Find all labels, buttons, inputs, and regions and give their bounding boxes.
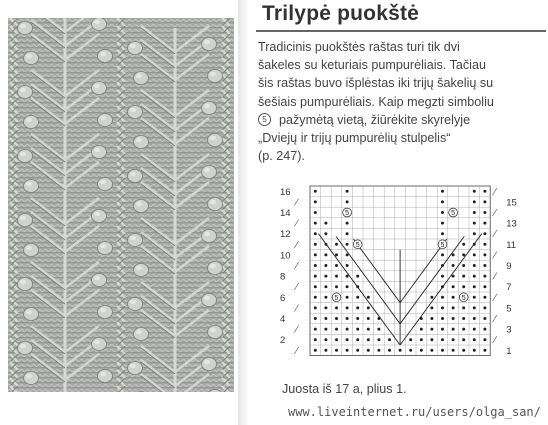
purl-stitch bbox=[409, 349, 412, 352]
purl-stitch bbox=[473, 222, 476, 225]
purl-stitch bbox=[441, 296, 444, 299]
purl-stitch bbox=[462, 264, 465, 267]
chart-grid bbox=[272, 182, 534, 372]
direction-arrow-icon: ⁄ bbox=[494, 250, 496, 262]
purl-stitch bbox=[483, 222, 486, 225]
purl-stitch bbox=[462, 338, 465, 341]
purl-stitch bbox=[314, 222, 317, 225]
bobble-symbol-label: 5 bbox=[461, 294, 466, 302]
direction-arrow-icon: ⁄ bbox=[296, 303, 298, 315]
row-number-left: 14 bbox=[280, 208, 291, 219]
purl-stitch bbox=[335, 317, 338, 320]
purl-stitch bbox=[452, 306, 455, 309]
purl-stitch bbox=[452, 328, 455, 331]
direction-arrow-icon: ⁄ bbox=[494, 292, 496, 304]
purl-stitch bbox=[367, 306, 370, 309]
page-title: Trilypė puokštė bbox=[262, 2, 420, 25]
purl-stitch bbox=[473, 253, 476, 256]
purl-stitch bbox=[452, 338, 455, 341]
purl-stitch bbox=[324, 275, 327, 278]
purl-stitch bbox=[452, 275, 455, 278]
purl-stitch bbox=[314, 243, 317, 246]
direction-arrow-icon: ⁄ bbox=[296, 345, 298, 357]
purl-stitch bbox=[430, 317, 433, 320]
purl-stitch bbox=[324, 317, 327, 320]
description-line: šis raštas buvo išplėstas iki trijų šakelių su bbox=[258, 76, 494, 91]
purl-stitch bbox=[356, 349, 359, 352]
direction-arrow-icon: ⁄ bbox=[296, 282, 298, 294]
row-number-left: 6 bbox=[280, 292, 286, 304]
purl-stitch bbox=[346, 296, 349, 299]
purl-stitch bbox=[356, 296, 359, 299]
purl-stitch bbox=[473, 275, 476, 278]
description-line-with-symbol bbox=[258, 111, 544, 129]
purl-stitch bbox=[462, 317, 465, 320]
purl-stitch bbox=[441, 232, 444, 235]
purl-stitch bbox=[483, 285, 486, 288]
description-line: šešiais pumpurėliais. Kaip megzti simboliu bbox=[258, 94, 494, 109]
description-line: „Dviejų ir trijų pumpurėlių stulpelis“ bbox=[258, 131, 451, 146]
purl-stitch bbox=[346, 243, 349, 246]
purl-stitch bbox=[462, 285, 465, 288]
purl-stitch bbox=[356, 306, 359, 309]
row-number-left: 2 bbox=[280, 335, 286, 347]
direction-arrow-icon: ⁄ bbox=[296, 218, 298, 230]
purl-stitch bbox=[324, 264, 327, 267]
row-number-right: 11 bbox=[506, 239, 517, 251]
purl-stitch bbox=[314, 200, 317, 203]
purl-stitch bbox=[346, 275, 349, 278]
purl-stitch bbox=[356, 275, 359, 278]
purl-stitch bbox=[420, 338, 423, 341]
row-number-left: 8 bbox=[280, 271, 286, 283]
purl-stitch bbox=[483, 317, 486, 320]
purl-stitch bbox=[314, 264, 317, 267]
purl-stitch bbox=[346, 200, 349, 203]
purl-stitch bbox=[346, 264, 349, 267]
purl-stitch bbox=[314, 338, 317, 341]
purl-stitch bbox=[452, 296, 455, 299]
purl-stitch bbox=[473, 190, 476, 193]
row-number-left: 12 bbox=[280, 229, 291, 241]
purl-stitch bbox=[483, 338, 486, 341]
row-number-left: 10 bbox=[280, 250, 291, 262]
watermark-url: www.liveinternet.ru/users/olga_san/ bbox=[288, 405, 541, 419]
description-line: Tradicinis puokštės raštas turi tik dvi bbox=[258, 40, 460, 54]
purl-stitch bbox=[473, 264, 476, 267]
purl-stitch bbox=[324, 232, 327, 235]
purl-stitch bbox=[346, 349, 349, 352]
purl-stitch bbox=[335, 285, 338, 288]
direction-arrow-icon: ⁄ bbox=[296, 197, 298, 209]
purl-stitch bbox=[452, 317, 455, 320]
row-number-left: 16 bbox=[280, 186, 291, 198]
purl-stitch bbox=[483, 296, 486, 299]
purl-stitch bbox=[324, 296, 327, 299]
purl-stitch bbox=[483, 306, 486, 309]
purl-stitch bbox=[399, 349, 402, 352]
purl-stitch bbox=[473, 200, 476, 203]
purl-stitch bbox=[346, 190, 349, 193]
purl-stitch bbox=[462, 306, 465, 309]
purl-stitch bbox=[335, 275, 338, 278]
purl-stitch bbox=[483, 232, 486, 235]
purl-stitch bbox=[483, 211, 486, 214]
purl-stitch bbox=[377, 338, 380, 341]
purl-stitch bbox=[441, 190, 444, 193]
purl-stitch bbox=[441, 222, 444, 225]
purl-stitch bbox=[346, 253, 349, 256]
purl-stitch bbox=[335, 328, 338, 331]
bobble-symbol-label: 5 bbox=[334, 294, 339, 302]
purl-stitch bbox=[452, 264, 455, 267]
purl-stitch bbox=[367, 349, 370, 352]
purl-stitch bbox=[324, 222, 327, 225]
purl-stitch bbox=[367, 296, 370, 299]
direction-arrow-icon: ⁄ bbox=[494, 229, 496, 241]
purl-stitch bbox=[473, 306, 476, 309]
description-line: (p. 247). bbox=[258, 149, 305, 164]
purl-stitch bbox=[452, 253, 455, 256]
purl-stitch bbox=[335, 349, 338, 352]
purl-stitch bbox=[473, 211, 476, 214]
purl-stitch bbox=[441, 349, 444, 352]
purl-stitch bbox=[473, 285, 476, 288]
purl-stitch bbox=[483, 190, 486, 193]
purl-stitch bbox=[452, 349, 455, 352]
row-number-right: 5 bbox=[506, 303, 512, 315]
purl-stitch bbox=[441, 200, 444, 203]
page-gutter bbox=[238, 0, 250, 425]
purl-stitch bbox=[462, 243, 465, 246]
purl-stitch bbox=[314, 349, 317, 352]
purl-stitch bbox=[420, 349, 423, 352]
purl-stitch bbox=[314, 211, 317, 214]
row-number-left: 4 bbox=[280, 314, 286, 325]
purl-stitch bbox=[420, 328, 423, 331]
purl-stitch bbox=[462, 253, 465, 256]
purl-stitch bbox=[314, 275, 317, 278]
knitted-swatch-photo bbox=[8, 18, 234, 392]
purl-stitch bbox=[483, 253, 486, 256]
purl-stitch bbox=[324, 285, 327, 288]
purl-stitch bbox=[324, 253, 327, 256]
row-number-right: 9 bbox=[506, 261, 512, 272]
purl-stitch bbox=[441, 275, 444, 278]
purl-stitch bbox=[409, 338, 412, 341]
direction-arrow-icon: ⁄ bbox=[296, 261, 298, 272]
purl-stitch bbox=[335, 306, 338, 309]
purl-stitch bbox=[483, 328, 486, 331]
purl-stitch bbox=[346, 306, 349, 309]
purl-stitch bbox=[441, 306, 444, 309]
purl-stitch bbox=[483, 243, 486, 246]
bobble-symbol-label: 5 bbox=[345, 210, 350, 218]
purl-stitch bbox=[441, 211, 444, 214]
direction-arrow-icon: ⁄ bbox=[296, 239, 298, 251]
row-number-right: 15 bbox=[506, 197, 517, 209]
purl-stitch bbox=[314, 296, 317, 299]
direction-arrow-icon: ⁄ bbox=[494, 314, 496, 325]
purl-stitch bbox=[441, 328, 444, 331]
purl-stitch bbox=[441, 317, 444, 320]
purl-stitch bbox=[314, 190, 317, 193]
bobble-symbol-label: 5 bbox=[440, 241, 445, 249]
purl-stitch bbox=[346, 222, 349, 225]
purl-stitch bbox=[346, 232, 349, 235]
purl-stitch bbox=[430, 328, 433, 331]
purl-stitch bbox=[335, 338, 338, 341]
description-line: pažymėtą vietą, žiūrėkite skyrelyje bbox=[279, 112, 471, 127]
direction-arrow-icon: ⁄ bbox=[494, 271, 496, 283]
purl-stitch bbox=[314, 232, 317, 235]
purl-stitch bbox=[441, 253, 444, 256]
knit-texture bbox=[8, 18, 234, 392]
purl-stitch bbox=[324, 349, 327, 352]
purl-stitch bbox=[473, 317, 476, 320]
purl-stitch bbox=[324, 306, 327, 309]
purl-stitch bbox=[441, 338, 444, 341]
purl-stitch bbox=[388, 349, 391, 352]
purl-stitch bbox=[346, 285, 349, 288]
bobble-symbol-label: 5 bbox=[451, 210, 456, 218]
purl-stitch bbox=[430, 296, 433, 299]
repeat-note: Juosta iš 17 a, plius 1. bbox=[282, 382, 407, 396]
knitting-chart bbox=[272, 182, 534, 372]
purl-stitch bbox=[377, 328, 380, 331]
title-divider bbox=[256, 30, 546, 32]
purl-stitch bbox=[356, 328, 359, 331]
direction-arrow-icon: ⁄ bbox=[494, 208, 496, 219]
purl-stitch bbox=[335, 264, 338, 267]
purl-stitch bbox=[473, 232, 476, 235]
purl-stitch bbox=[314, 306, 317, 309]
purl-stitch bbox=[462, 328, 465, 331]
purl-stitch bbox=[473, 349, 476, 352]
purl-stitch bbox=[314, 253, 317, 256]
purl-stitch bbox=[314, 317, 317, 320]
row-number-right: 7 bbox=[506, 282, 512, 294]
direction-arrow-icon: ⁄ bbox=[494, 186, 496, 198]
bobble-symbol-label: 5 bbox=[355, 241, 360, 249]
purl-stitch bbox=[335, 243, 338, 246]
purl-stitch bbox=[324, 338, 327, 341]
description-paragraph bbox=[258, 38, 544, 165]
bobble-symbol-icon: 5 bbox=[258, 113, 271, 126]
purl-stitch bbox=[473, 296, 476, 299]
purl-stitch bbox=[314, 328, 317, 331]
row-number-right: 13 bbox=[506, 218, 517, 230]
purl-stitch bbox=[356, 317, 359, 320]
purl-stitch bbox=[367, 328, 370, 331]
purl-stitch bbox=[324, 328, 327, 331]
row-number-right: 3 bbox=[506, 324, 512, 336]
purl-stitch bbox=[452, 285, 455, 288]
description-line: šakeles su keturiais pumpurėliais. Tačiau bbox=[258, 58, 486, 73]
purl-stitch bbox=[346, 317, 349, 320]
purl-stitch bbox=[367, 338, 370, 341]
purl-stitch bbox=[430, 306, 433, 309]
purl-stitch bbox=[462, 349, 465, 352]
row-number-right: 1 bbox=[506, 345, 512, 357]
purl-stitch bbox=[473, 338, 476, 341]
purl-stitch bbox=[483, 264, 486, 267]
purl-stitch bbox=[483, 349, 486, 352]
purl-stitch bbox=[346, 328, 349, 331]
purl-stitch bbox=[430, 349, 433, 352]
purl-stitch bbox=[483, 275, 486, 278]
direction-arrow-icon: ⁄ bbox=[494, 335, 496, 347]
purl-stitch bbox=[356, 338, 359, 341]
purl-stitch bbox=[388, 338, 391, 341]
direction-arrow-icon: ⁄ bbox=[296, 324, 298, 336]
purl-stitch bbox=[377, 349, 380, 352]
purl-stitch bbox=[335, 253, 338, 256]
purl-stitch bbox=[367, 317, 370, 320]
purl-stitch bbox=[314, 285, 317, 288]
purl-stitch bbox=[483, 200, 486, 203]
purl-stitch bbox=[346, 338, 349, 341]
purl-stitch bbox=[473, 328, 476, 331]
purl-stitch bbox=[430, 338, 433, 341]
purl-stitch bbox=[462, 275, 465, 278]
